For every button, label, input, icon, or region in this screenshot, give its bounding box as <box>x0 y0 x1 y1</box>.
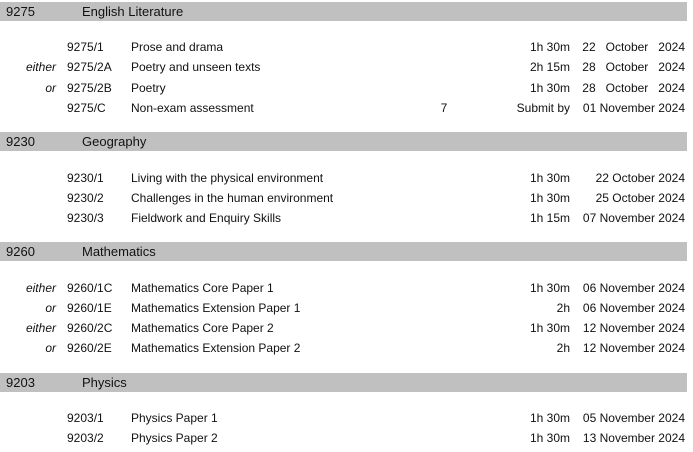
duration: 2h 15m <box>529 60 570 74</box>
exam-date: 12 November 2024 <box>582 321 685 335</box>
section-header-physics <box>0 373 687 392</box>
component-code: 9275/1 <box>67 40 104 54</box>
table-row <box>0 59 690 77</box>
component-code: 9203/2 <box>67 431 104 445</box>
component-code: 9275/C <box>67 101 106 115</box>
table-row <box>0 340 690 358</box>
component-title: Mathematics Extension Paper 2 <box>131 341 301 355</box>
section-header-mathematics <box>0 242 687 261</box>
component-code: 9275/2A <box>67 60 112 74</box>
option-label: or <box>45 341 56 355</box>
component-title: Poetry and unseen texts <box>131 60 261 74</box>
option-label: or <box>45 301 56 315</box>
table-row <box>0 210 690 228</box>
table-row <box>0 320 690 338</box>
exam-date: 05 November 2024 <box>582 411 685 425</box>
table-row <box>0 430 690 448</box>
duration: 1h 30m <box>529 40 570 54</box>
table-row <box>0 80 690 98</box>
duration: 1h 30m <box>529 431 570 445</box>
component-code: 9230/1 <box>67 171 104 185</box>
duration: Submit by <box>516 101 570 115</box>
component-title: Poetry <box>131 81 166 95</box>
component-code: 9230/3 <box>67 211 104 225</box>
component-title: Living with the physical environment <box>131 171 324 185</box>
option-label: either <box>25 60 56 74</box>
table-row <box>0 190 690 208</box>
component-title: Physics Paper 1 <box>131 411 218 425</box>
table-row <box>0 170 690 188</box>
component-code: 9260/2C <box>67 321 113 335</box>
section-title: Mathematics <box>82 244 156 259</box>
component-title: Physics Paper 2 <box>131 431 218 445</box>
section-header-geography <box>0 132 687 151</box>
duration: 1h 30m <box>529 191 570 205</box>
exam-date: 28 October 2024 <box>582 60 685 74</box>
component-code: 9230/2 <box>67 191 104 205</box>
duration: 1h 15m <box>529 211 570 225</box>
component-title: Mathematics Extension Paper 1 <box>131 301 301 315</box>
component-title: Prose and drama <box>131 40 224 54</box>
exam-date: 22 October 2024 <box>595 171 685 185</box>
section-code: 9260 <box>6 244 35 259</box>
duration: 2h <box>556 301 570 315</box>
option-label: either <box>25 321 56 335</box>
exam-date: 06 November 2024 <box>582 281 685 295</box>
duration: 1h 30m <box>529 171 570 185</box>
duration: 1h 30m <box>529 321 570 335</box>
exam-date: 22 October 2024 <box>582 40 685 54</box>
section-title: English Literature <box>82 4 184 19</box>
section-title: Geography <box>82 134 147 149</box>
option-label: either <box>25 281 56 295</box>
table-row <box>0 300 690 318</box>
duration: 1h 30m <box>529 281 570 295</box>
section-title: Physics <box>82 375 127 390</box>
component-code: 9275/2B <box>67 81 112 95</box>
component-title: Mathematics Core Paper 2 <box>131 321 274 335</box>
section-code: 9230 <box>6 134 35 149</box>
component-code: 9203/1 <box>67 411 104 425</box>
table-row <box>0 39 690 57</box>
component-code: 9260/1E <box>67 301 112 315</box>
table-row <box>0 280 690 298</box>
component-title: Non-exam assessment <box>131 101 254 115</box>
duration: 2h <box>556 341 570 355</box>
component-title: Mathematics Core Paper 1 <box>131 281 274 295</box>
option-label: or <box>45 81 56 95</box>
section-code: 9275 <box>6 4 35 19</box>
component-title: Challenges in the human environment <box>131 191 334 205</box>
exam-date: 01 November 2024 <box>582 101 685 115</box>
exam-date: 25 October 2024 <box>595 191 685 205</box>
exam-date: 07 November 2024 <box>582 211 685 225</box>
table-row <box>0 410 690 428</box>
exam-date: 06 November 2024 <box>582 301 685 315</box>
component-title: Fieldwork and Enquiry Skills <box>131 211 282 225</box>
duration: 1h 30m <box>529 81 570 95</box>
exam-date: 28 October 2024 <box>582 81 685 95</box>
section-code: 9203 <box>6 375 35 390</box>
component-code: 9260/2E <box>67 341 112 355</box>
table-row <box>0 100 690 118</box>
section-header-english-literature <box>0 2 687 21</box>
component-note: 7 <box>440 101 448 115</box>
exam-date: 12 November 2024 <box>582 341 685 355</box>
duration: 1h 30m <box>529 411 570 425</box>
component-code: 9260/1C <box>67 281 113 295</box>
exam-date: 13 November 2024 <box>582 431 685 445</box>
